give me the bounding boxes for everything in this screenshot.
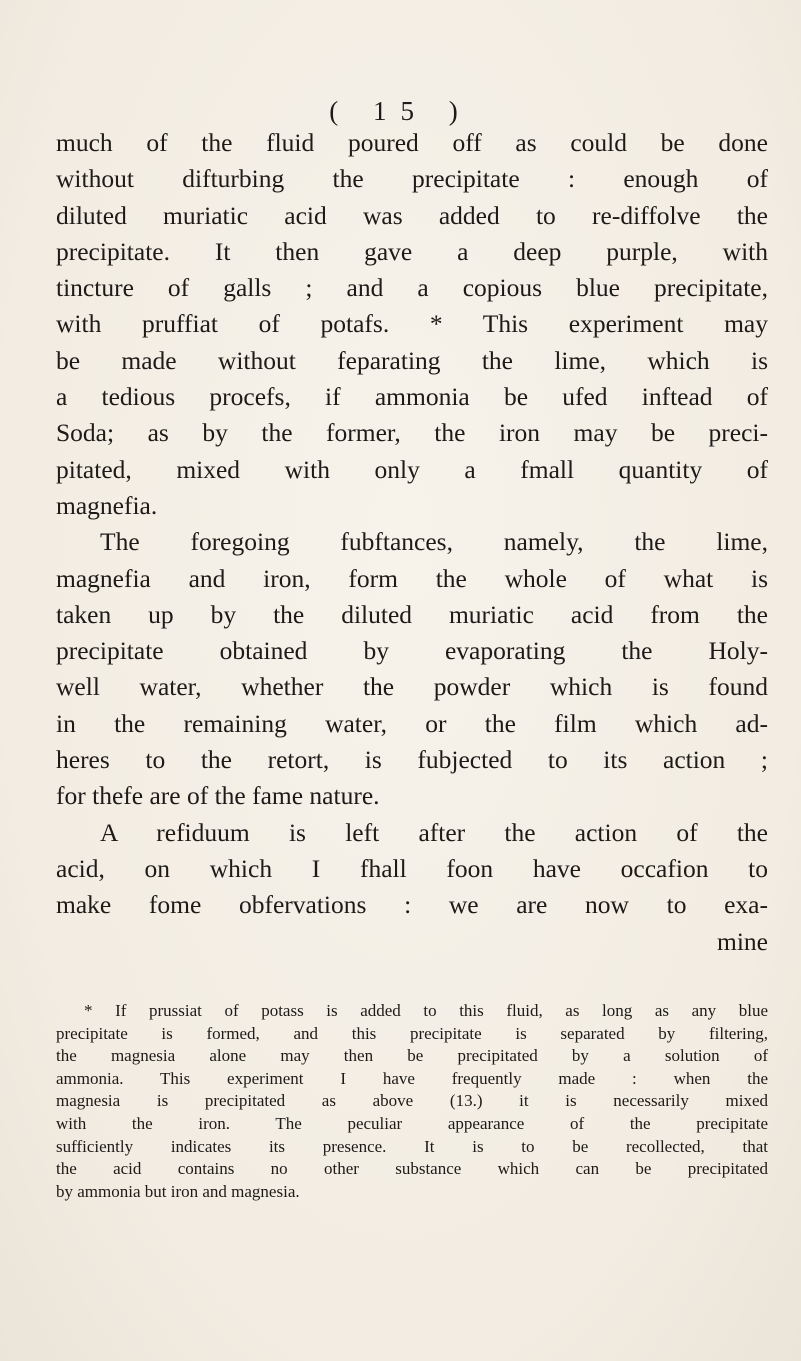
text-line: pitated, mixed with only a fmall quantity of	[56, 454, 768, 484]
footnote-line: the acid contains no other substance which can be precipitated	[56, 1159, 768, 1179]
page-number: ( 15 )	[329, 96, 472, 126]
footnote-line: ammonia. This experiment I have frequently made : when the	[56, 1068, 768, 1088]
text-line: well water, whether the powder which is found	[56, 672, 768, 702]
footnote-line: magnesia is precipitated as above (13.) it is necessarily mixed	[56, 1091, 768, 1111]
paragraph-2	[56, 524, 768, 814]
text-line: precipitate obtained by evaporating the Holy-	[56, 636, 768, 666]
text-line: Soda; as by the former, the iron may be preci-	[56, 418, 768, 448]
text-line: in the remaining water, or the film which ad-	[56, 708, 768, 738]
text-line: magnefia.	[56, 490, 158, 520]
text-line: be made without feparating the lime, which is	[56, 345, 768, 375]
text-line: magnefia and iron, form the whole of what is	[56, 563, 768, 593]
text-line: A refiduum is left after the action of the	[100, 817, 768, 847]
footnote-line: with the iron. The peculiar appearance of the precipitate	[56, 1113, 768, 1133]
text-line: make fome obfervations : we are now to exa-	[56, 890, 768, 920]
footnote-line: by ammonia but iron and magnesia.	[56, 1181, 300, 1201]
footnote-line: * If prussiat of potass is added to this fluid, as long as any blue	[84, 1001, 768, 1020]
text-line: tincture of galls ; and a copious blue precipitate,	[56, 273, 768, 303]
footnote-line: sufficiently indicates its presence. It is to be recollected, that	[56, 1136, 768, 1156]
footnote	[56, 1000, 768, 1203]
text-line: The foregoing fubftances, namely, the lime,	[100, 527, 768, 557]
text-line: much of the fluid poured off as could be done	[56, 128, 768, 157]
paragraph-1	[56, 125, 768, 524]
text-line: taken up by the diluted muriatic acid from the	[56, 599, 768, 629]
text-line: precipitate. It then gave a deep purple, with	[56, 236, 768, 266]
text-line: acid, on which I fhall foon have occafion to	[56, 853, 768, 883]
footnote-line: the magnesia alone may then be precipitated by a solution of	[56, 1046, 768, 1066]
main-text	[56, 125, 768, 960]
text-line: a tedious procefs, if ammonia be ufed inftead of	[56, 382, 768, 412]
text-line: heres to the retort, is fubjected to its action ;	[56, 745, 768, 775]
footnote-line: precipitate is formed, and this precipitate is separated by filtering,	[56, 1023, 768, 1043]
text-line: diluted muriatic acid was added to re-diffolve the	[56, 200, 768, 230]
text-line: for thefe are of the fame nature.	[56, 781, 380, 811]
text-line: without difturbing the precipitate : enough of	[56, 164, 768, 194]
text-line: with pruffiat of potafs. * This experiment may	[56, 309, 768, 339]
catchword: mine	[717, 926, 768, 956]
paragraph-3	[56, 815, 768, 924]
